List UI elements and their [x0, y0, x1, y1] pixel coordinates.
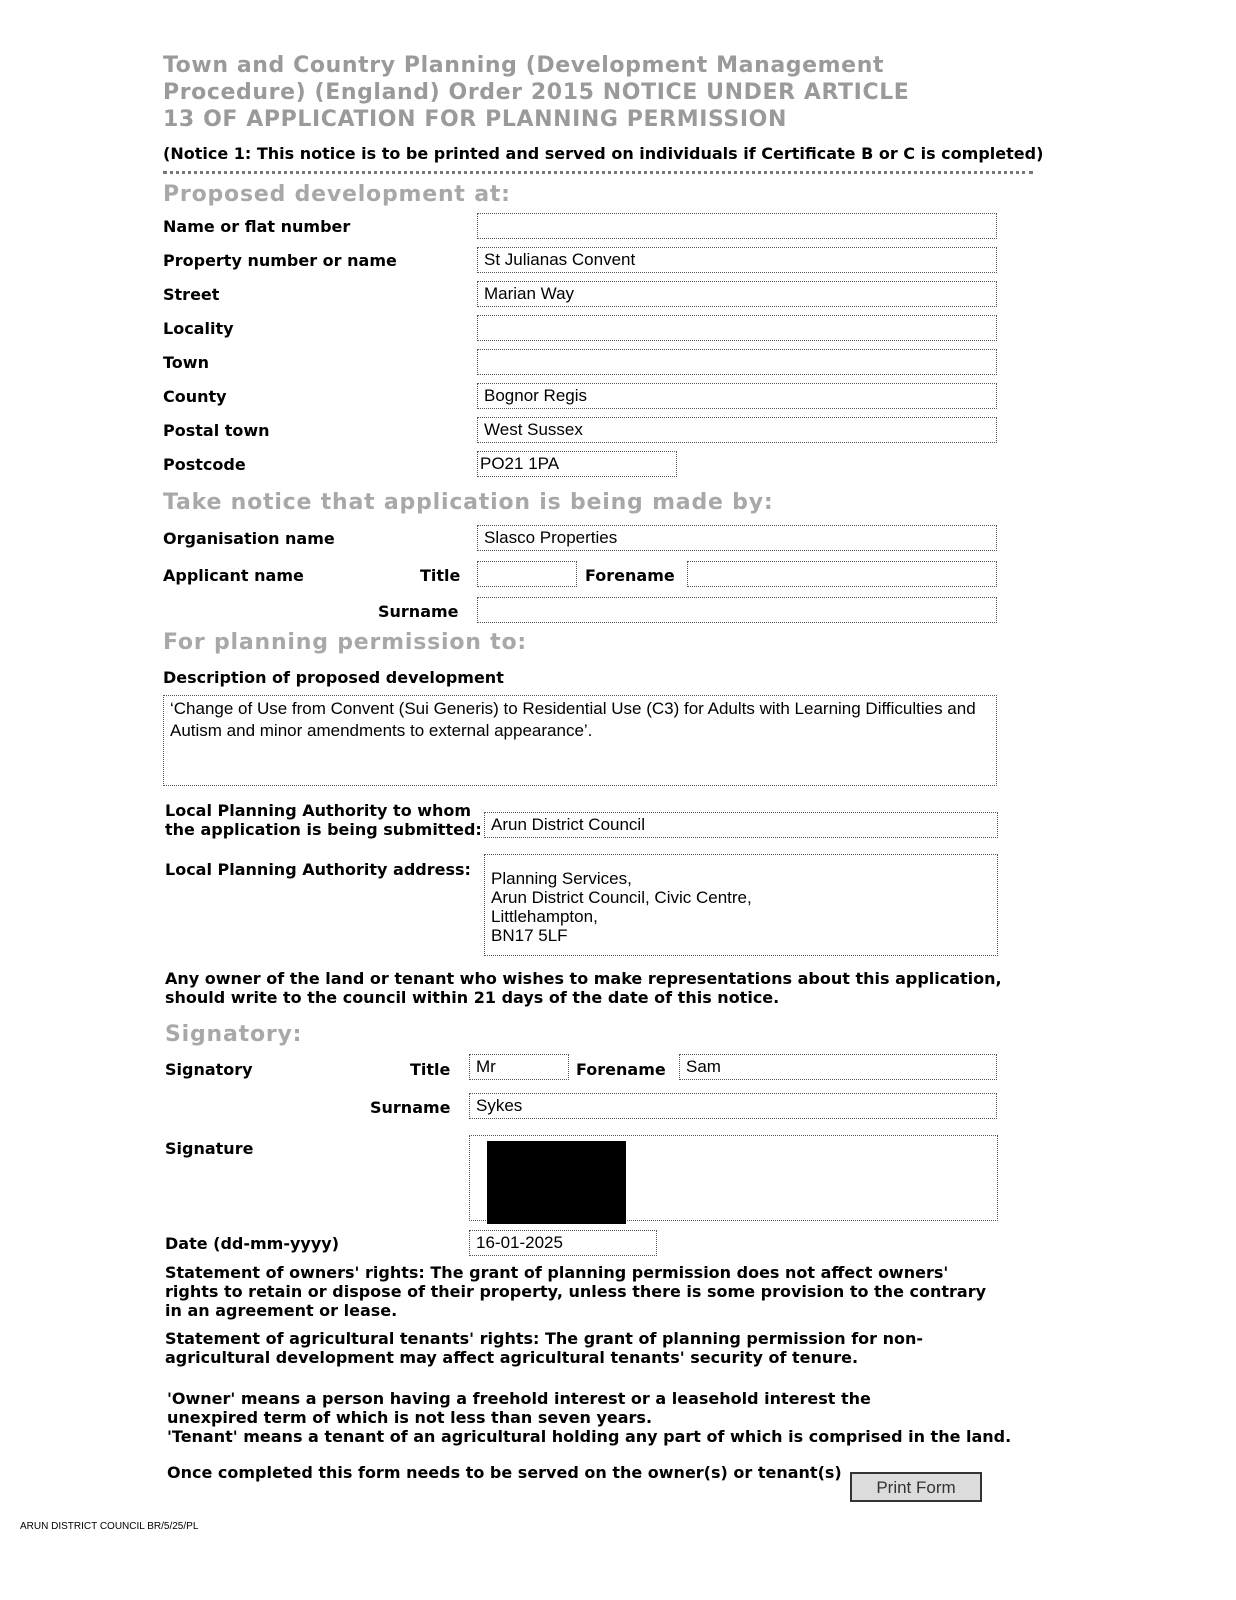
date-field[interactable]: 16-01-2025 — [469, 1230, 657, 1256]
address-line-1: Planning Services, — [491, 869, 632, 888]
signatory-title-field[interactable]: Mr — [469, 1054, 569, 1080]
section-heading-permission: For planning permission to: — [163, 630, 528, 655]
title-line-1: Town and Country Planning (Development Management — [163, 53, 885, 78]
county-field[interactable]: Bognor Regis — [477, 383, 997, 409]
form-title — [163, 52, 1063, 133]
tenant-definition-text: 'Tenant' means a tenant of an agricultural holding any part of which is comprised in the land. — [167, 1427, 1012, 1446]
organisation-field[interactable]: Slasco Properties — [477, 525, 997, 551]
section-heading-development: Proposed development at: — [163, 182, 511, 207]
signatory-title-label: Title — [410, 1060, 451, 1079]
served-text: Once completed this form needs to be served on the owner(s) or tenant(s) — [167, 1463, 842, 1482]
street-label: Street — [163, 285, 220, 304]
postal-town-label: Postal town — [163, 421, 270, 440]
description-label: Description of proposed development — [163, 668, 504, 687]
notice-text: (Notice 1: This notice is to be printed and served on individuals if Certificate B or C is completed) — [163, 144, 1044, 163]
divider — [163, 171, 1033, 174]
lpa-label-line-1: Local Planning Authority to whom — [165, 801, 472, 820]
title-line-2: Procedure) (England) Order 2015 NOTICE UNDER ARTICLE — [163, 80, 910, 105]
signatory-forename-field[interactable]: Sam — [679, 1054, 997, 1080]
locality-field[interactable] — [477, 315, 997, 341]
lpa-address-label: Local Planning Authority address: — [165, 860, 471, 879]
address-line-2: Arun District Council, Civic Centre, — [491, 888, 752, 907]
signatory-forename-label: Forename — [576, 1060, 666, 1079]
town-field[interactable] — [477, 349, 997, 375]
postcode-label: Postcode — [163, 455, 246, 474]
lpa-field[interactable]: Arun District Council — [484, 812, 998, 838]
footer-code: ARUN DISTRICT COUNCIL BR/5/25/PL — [20, 1521, 199, 1532]
applicant-title-label: Title — [420, 566, 461, 585]
organisation-label: Organisation name — [163, 529, 335, 548]
lpa-address-field[interactable] — [484, 854, 998, 956]
lpa-label — [165, 801, 482, 839]
signature-label: Signature — [165, 1139, 254, 1158]
section-heading-applicant: Take notice that application is being made by: — [163, 490, 774, 515]
address-line-4: BN17 5LF — [491, 926, 568, 945]
applicant-surname-label: Surname — [378, 602, 459, 621]
applicant-surname-field[interactable] — [477, 597, 997, 623]
applicant-forename-field[interactable] — [687, 561, 997, 587]
address-line-3: Littlehampton, — [491, 907, 598, 926]
applicant-title-field[interactable] — [477, 561, 577, 587]
print-form-button[interactable]: Print Form — [850, 1472, 982, 1502]
street-field[interactable]: Marian Way — [477, 281, 997, 307]
name-field[interactable] — [477, 213, 997, 239]
section-heading-signatory: Signatory: — [165, 1022, 303, 1047]
name-label: Name or flat number — [163, 217, 351, 236]
lpa-label-line-2: the application is being submitted: — [165, 820, 482, 839]
town-label: Town — [163, 353, 209, 372]
owner-definition-text: 'Owner' means a person having a freehold interest or a leasehold interest the unexpired term of which is not less than seven years. — [167, 1389, 871, 1427]
date-label: Date (dd-mm-yyyy) — [165, 1234, 340, 1253]
signatory-label: Signatory — [165, 1060, 253, 1079]
tenants-rights-text: Statement of agricultural tenants' rights: The grant of planning permission for non-agricultural development may affect agricultural tenants' security of tenure. — [165, 1329, 924, 1367]
owners-rights-text: Statement of owners' rights: The grant of planning permission does not affect owners' rights to retain or dispose of their property, unless there is some provision to the contrary in an agreement or lease. — [165, 1263, 987, 1320]
signatory-surname-field[interactable]: Sykes — [469, 1093, 997, 1119]
applicant-name-label: Applicant name — [163, 566, 304, 585]
description-field[interactable]: ‘Change of Use from Convent (Sui Generis) to Residential Use (C3) for Adults with Learning Difficulties and Autism and minor amendments to external appearance’. — [163, 695, 997, 786]
representations-text: Any owner of the land or tenant who wishes to make representations about this application, should write to the council within 21 days of the date of this notice. — [165, 969, 1002, 1007]
postcode-field[interactable]: PO21 1PA — [477, 451, 677, 477]
locality-label: Locality — [163, 319, 234, 338]
county-label: County — [163, 387, 227, 406]
property-field[interactable]: St Julianas Convent — [477, 247, 997, 273]
title-line-3: 13 OF APPLICATION FOR PLANNING PERMISSION — [163, 107, 787, 132]
signature-redaction — [487, 1141, 626, 1224]
signatory-surname-label: Surname — [370, 1098, 451, 1117]
property-label: Property number or name — [163, 251, 397, 270]
applicant-forename-label: Forename — [585, 566, 675, 585]
postal-town-field[interactable]: West Sussex — [477, 417, 997, 443]
